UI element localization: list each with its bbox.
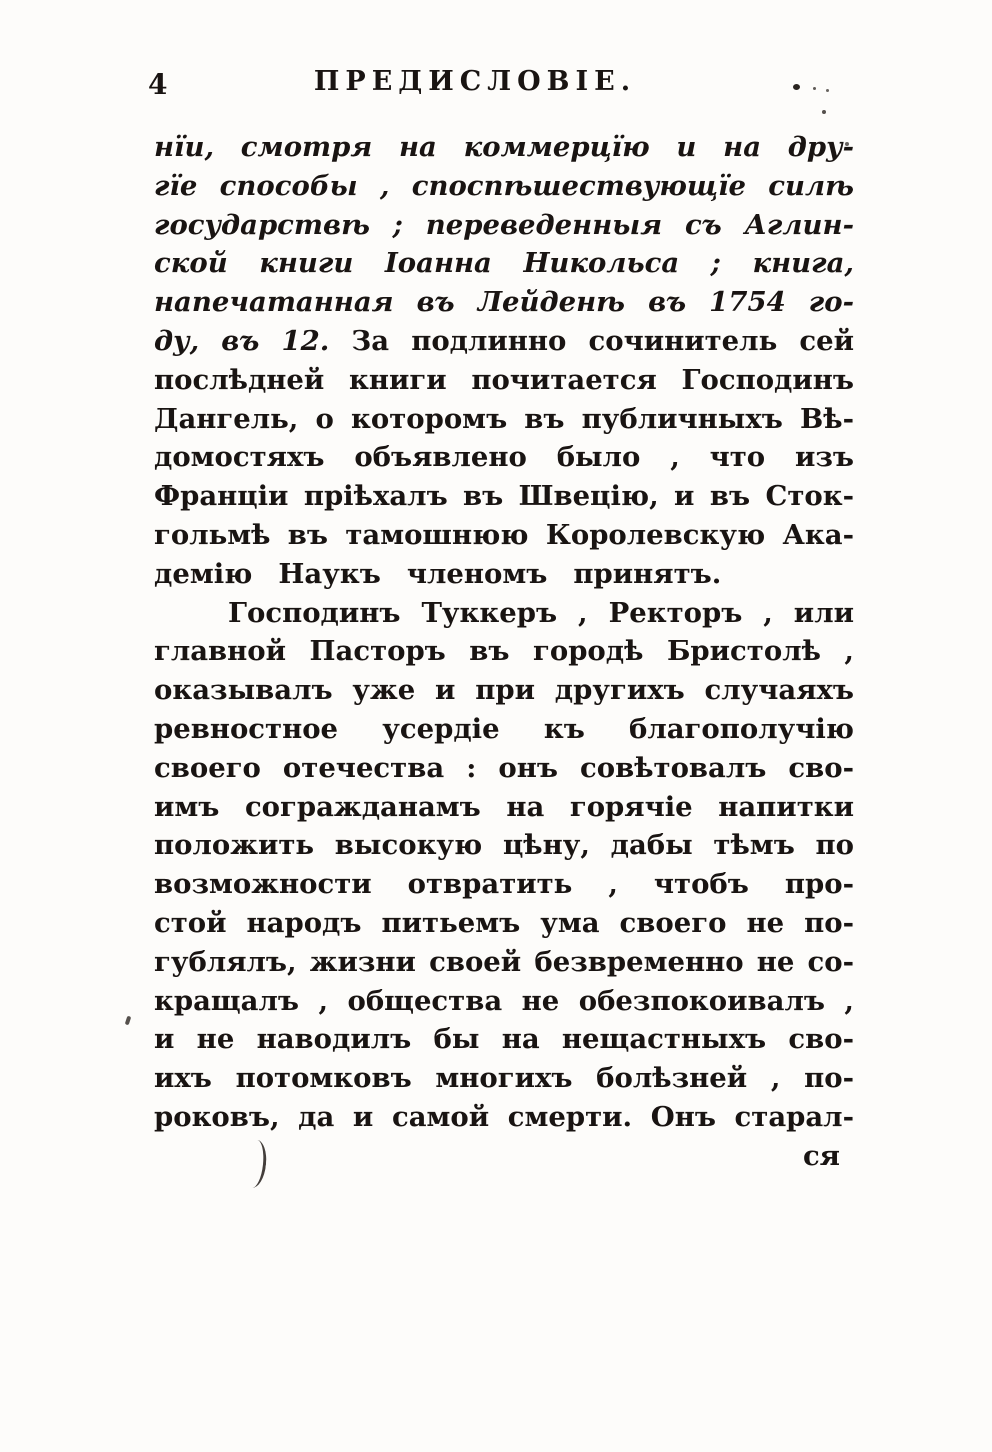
- ink-speck: [826, 89, 829, 92]
- text-line: домостяхъ объявлено было , что изъ: [154, 441, 854, 474]
- text-line-mixed: [154, 322, 854, 361]
- ink-speck: [813, 87, 816, 90]
- text-line: оказывалъ уже и при другихъ случаяхъ: [154, 674, 854, 707]
- text-line: имъ согражданамъ на горячіе напитки: [154, 790, 854, 823]
- text-line: Дангель, о которомъ въ публичныхъ Вѣ-: [154, 402, 854, 435]
- text-line: гублялъ, жизни своей безвременно не со-: [154, 945, 854, 978]
- text-line: возможности отвратить , чтобъ про-: [154, 868, 854, 901]
- text-line: стой народъ питьемъ ума своего не по-: [154, 906, 854, 939]
- text-line: положить высокую цѣну, дабы тѣмъ по: [154, 829, 854, 862]
- text-line: гольмѣ въ тамошнюю Королевскую Ака-: [154, 518, 854, 551]
- ink-speck: [125, 1016, 132, 1026]
- text-line: ревностное усердіе къ благополучію: [154, 712, 854, 745]
- text-line: напечатанная въ Лейденѣ въ 1754 го-: [154, 286, 854, 319]
- text-line: ской книги Іоанна Никольса ; книга,: [154, 247, 854, 280]
- page-number: 4: [148, 68, 169, 101]
- ink-speck: [822, 110, 826, 114]
- text-line: Франціи пріѣхалъ въ Швецію, и въ Сток-: [154, 480, 854, 513]
- italic-fragment: ду, въ 12.: [154, 324, 330, 357]
- text-line: своего отечества : онъ совѣтовалъ сво-: [154, 751, 854, 784]
- text-line: государствѣ ; переведенныя съ Аглин-: [154, 208, 854, 241]
- text-line: и не наводилъ бы на нещастныхъ сво-: [154, 1023, 854, 1056]
- text-line: Господинъ Туккеръ , Ректоръ , или: [228, 596, 854, 629]
- text-line: гїе способы , споспѣшествующїе силѣ: [154, 169, 854, 202]
- text-line: нїи, смотря на коммерцїю и на дру-: [154, 131, 854, 163]
- text-line: роковъ, да и самой смерти. Онъ старал-: [154, 1100, 854, 1133]
- ink-speck: [793, 84, 800, 90]
- text-line: послѣдней книги почитается Господинъ: [154, 363, 854, 396]
- catchword: ся: [802, 1139, 840, 1172]
- text-line: демію Наукъ членомъ принятъ.: [154, 557, 722, 590]
- text-line: ихъ потомковъ многихъ болѣзней , по-: [154, 1062, 854, 1095]
- running-title: ПРЕДИСЛОВІЕ.: [313, 66, 637, 97]
- roman-fragment: За подлинно сочинитель сей: [351, 324, 854, 357]
- text-line: кращалъ , общества не обезпокоивалъ ,: [154, 984, 854, 1017]
- text-block: [154, 128, 854, 1176]
- text-line: главной Пасторъ въ городѣ Бристолѣ ,: [154, 635, 854, 668]
